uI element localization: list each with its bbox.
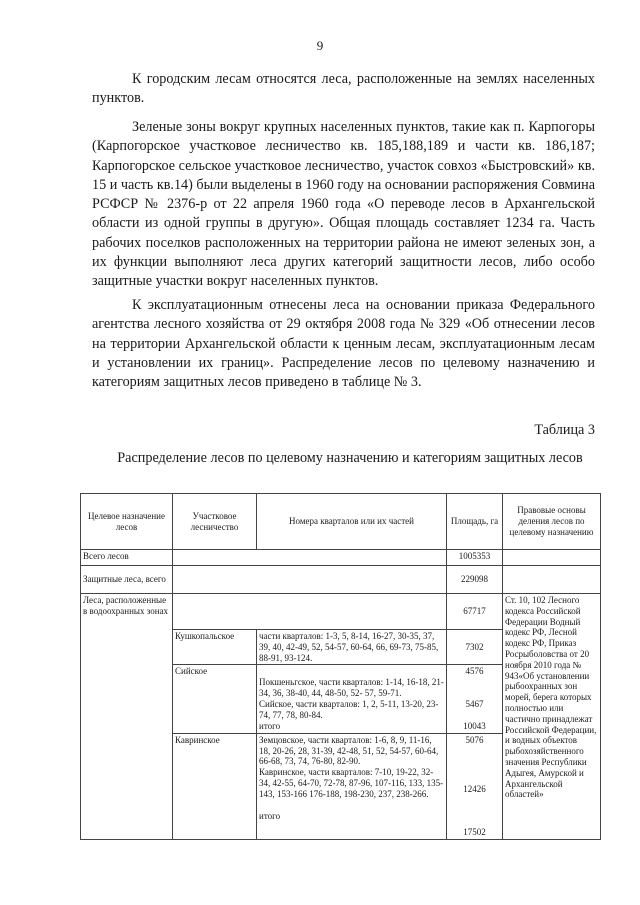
header-area: Площадь, га bbox=[447, 494, 503, 550]
area-kavrino bbox=[447, 733, 503, 839]
page-number: 9 bbox=[316, 38, 324, 53]
table-row-total bbox=[81, 550, 601, 566]
district-kavrino: Кавринское bbox=[173, 733, 257, 839]
paragraph-exploitation-forests: К эксплуатационным отнесены леса на основании приказа Федерального агентства лесного хозяйства от 29 октября 2008 года № 329 «Об отнесении лесов на территории Архангельской области к ценным лесам, эксплуатационным лесам и установлении их границ». Распределение лесов по целевому назначению и категориям защитных лесов приведено в таблице № 3. bbox=[92, 297, 595, 391]
row-label-water-zones: Леса, расположенные в водоохранных зонах bbox=[81, 594, 173, 840]
area-siyskoe-top: 4576 bbox=[465, 666, 484, 677]
district-kushkopala: Кушкопальское bbox=[173, 630, 257, 665]
area-kushkopala: 7302 bbox=[447, 630, 503, 665]
kavrino-total-label: итого bbox=[259, 810, 281, 821]
legal-basis-water-zones: Ст. 10, 102 Лесного кодекса Российской Федерации Водный кодекс РФ, Лесной кодекс РФ, Приказ Росрыболовства от 20 ноября 2010 года № 943«Об установлении рыбоохранных зон морей, берега которых полностью или частично принадлежат Российской Федерации, и водных объектов рыбохозяйственного значения Республики Адыгея, Амурской и Архангельской областей» bbox=[503, 594, 601, 840]
area-kavrino-b: 12426 bbox=[463, 783, 486, 794]
row-label-total: Всего лесов bbox=[81, 550, 173, 566]
header-purpose: Целевое назначение лесов bbox=[81, 494, 173, 550]
quarters-siyskoe bbox=[257, 665, 447, 733]
area-protective: 229098 bbox=[447, 566, 503, 594]
table-row-protective bbox=[81, 566, 601, 594]
area-kavrino-a: 5076 bbox=[465, 734, 484, 745]
paragraph-urban-forests: К городским лесам относятся леса, расположенные на землях населенных пунктов. bbox=[92, 71, 595, 107]
quarters-kavrino-zemtsovskoe: Земцовское, части кварталов: 1-6, 8, 9, 11-16, 18, 20-26, 28, 31-39, 42-48, 51, 52, 54-57, 60-64, 66-68, 73, 74, 76-80, 82-90. bbox=[259, 734, 439, 767]
table-caption: Распределение лесов по целевому назначению и категориям защитных лесов bbox=[117, 450, 583, 466]
quarters-kavrino-kavrinskoe: Кавринское, части кварталов: 7-10, 19-22, 32-34, 42-55, 64-70, 72-78, 87-96, 107-116, 133, 135-143, 153-166 176-188, 198-230, 237, 238-266. bbox=[259, 767, 444, 799]
area-siyskoe-total: 10043 bbox=[463, 720, 486, 731]
quarters-kavrino bbox=[257, 733, 447, 839]
table-header-row bbox=[81, 494, 601, 550]
table-label: Таблица 3 bbox=[534, 422, 595, 438]
area-siyskoe bbox=[447, 665, 503, 733]
area-total: 1005353 bbox=[447, 550, 503, 566]
quarters-siyskoe-pokshengskoe: Покшеньгское, части кварталов: 1-14, 16-18, 21-34, 36, 38-40, 44, 48-50, 52- 57, 59-71. bbox=[259, 677, 444, 699]
row-label-protective: Защитные леса, всего bbox=[81, 566, 173, 594]
district-siyskoe: Сийское bbox=[173, 665, 257, 733]
header-district: Участковое лесничество bbox=[173, 494, 257, 550]
forest-distribution-table bbox=[80, 493, 601, 840]
quarters-siyskoe-siyskoe: Сийское, части кварталов: 1, 2, 5-11, 13-20, 23-74, 77, 78, 80-84. bbox=[259, 698, 439, 720]
siyskoe-total-label: итого bbox=[259, 720, 281, 731]
area-kavrino-total: 17502 bbox=[463, 827, 486, 838]
paragraph-green-zones: Зеленые зоны вокруг крупных населенных пунктов, такие как п. Карпогоры (Карпогорское участковое лесничество кв. 185,188,189 и части кв. 186,187; Карпогорское сельское участковое лесничество, участок совхоз «Быстровский» кв. 15 и часть кв.14) были выделены в 1960 году на основании распоряжения Совмина РСФСР № 2376-р от 22 апреля 1960 года «О переводе лесов в Архангельской области из одной группы в другую». Общая площадь составляет 1234 га. Часть рабочих поселков расположенных на территории района не имеют зеленых зон, а их функции выполняют леса других категорий защитности лесов, либо особо защитные участки вокруг населенных пунктов. bbox=[92, 119, 595, 290]
area-water-zones: 67717 bbox=[447, 594, 503, 630]
quarters-kushkopala: части кварталов: 1-3, 5, 8-14, 16-27, 30-35, 37, 39, 40, 42-49, 52, 54-57, 60-64, 66, 69-73, 75-85, 88-91, 93-124. bbox=[257, 630, 447, 665]
area-siyskoe-mid: 5467 bbox=[465, 699, 484, 710]
header-legal: Правовые основы деления лесов по целевому назначению bbox=[503, 494, 601, 550]
table-row-water-zones bbox=[81, 594, 601, 630]
header-quarters: Номера кварталов или их частей bbox=[257, 494, 447, 550]
